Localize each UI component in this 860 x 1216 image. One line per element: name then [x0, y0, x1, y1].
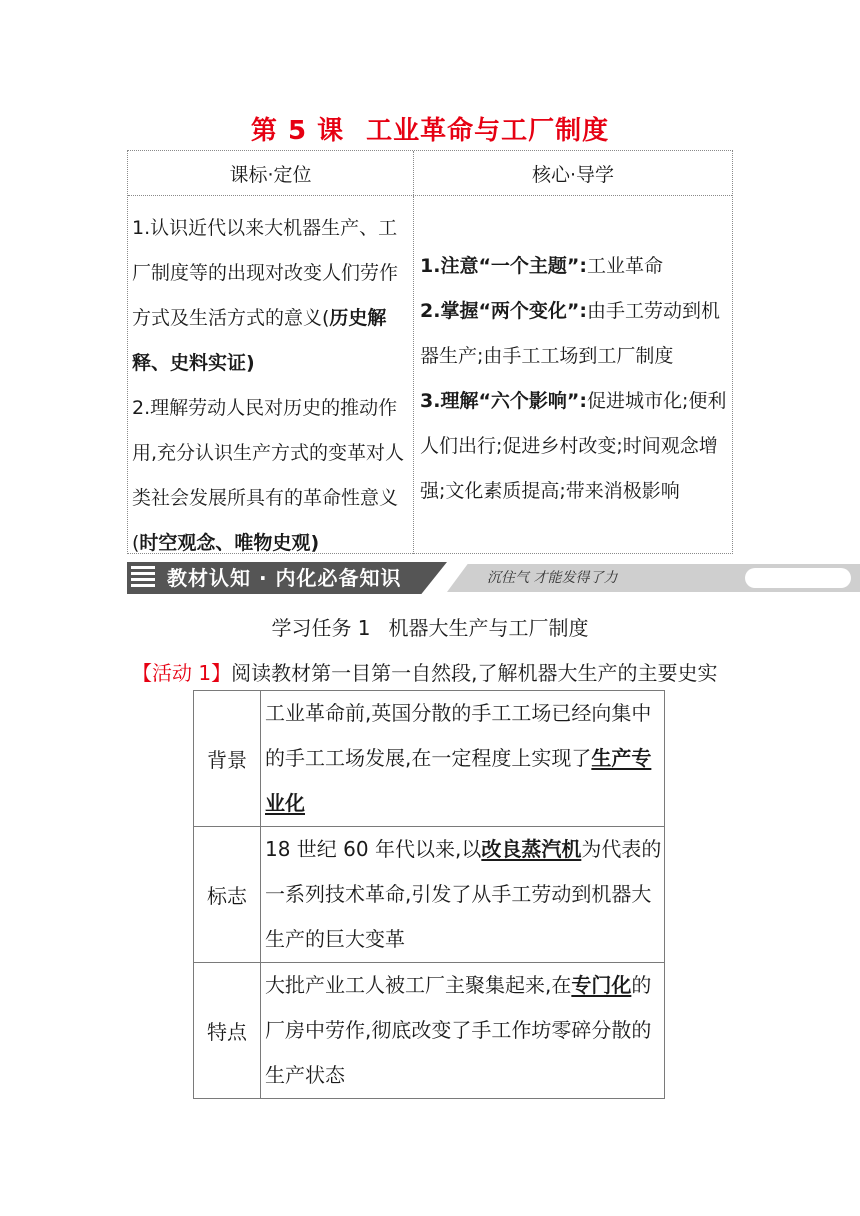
guide-item-1 — [420, 244, 728, 289]
guide-1-text: 工业革命 — [587, 255, 664, 277]
guide-2-text: 由手工劳动到机器生产;由手工工场到工厂制度 — [420, 300, 721, 367]
standard-1-literacy: 历史解释、史料实证 — [132, 307, 387, 374]
guide-2-heading: 2.掌握“两个变化”: — [420, 300, 588, 322]
value-text-end: 为代表的一系列技术革命,引发了从手工劳动到机器大生产的巨大变革 — [265, 837, 662, 951]
activity-tag: 【活动 1】 — [132, 661, 232, 685]
guide-3-text: 促进城市化;便利人们出行;促进乡村改变;时间观念增强;文化素质提高;带来消极影响 — [420, 390, 727, 502]
table-row — [194, 963, 665, 1099]
row-value — [261, 963, 665, 1099]
guide-item-2 — [420, 289, 728, 379]
activity-table — [193, 690, 665, 1099]
banner-label: 教材认知 · 内化必备知识 — [167, 566, 402, 590]
guide-item-3 — [420, 379, 728, 514]
core-guide-column — [414, 196, 732, 554]
task-name: 学习任务 1 — [271, 616, 371, 640]
row-value — [261, 827, 665, 963]
value-text-end: 的厂房中劳作,彻底改变了手工作坊零碎分散的生产状态 — [265, 973, 652, 1087]
standard-item-2 — [132, 386, 409, 566]
standard-2-close: ) — [310, 532, 320, 554]
banner-stripes-icon — [131, 566, 155, 590]
guide-3-heading: 3.理解“六个影响”: — [420, 390, 588, 412]
row-value — [261, 691, 665, 827]
standard-2-literacy: 时空观念、唯物史观 — [139, 532, 311, 554]
section-banner — [127, 562, 860, 594]
guide-1-heading: 1.注意“一个主题”: — [420, 255, 588, 277]
task-topic: 机器大生产与工厂制度 — [388, 616, 589, 640]
standard-item-1 — [132, 206, 409, 386]
table-row — [194, 691, 665, 827]
header-standards-positioning: 课标·定位 — [128, 151, 414, 195]
value-keyword: 改良蒸汽机 — [481, 837, 582, 861]
curriculum-standards-table — [127, 150, 733, 554]
page-title — [0, 110, 860, 147]
banner-pill-decoration — [745, 568, 851, 588]
standards-column — [128, 196, 414, 554]
lesson-number: 第 5 课 — [250, 116, 345, 146]
row-key: 特点 — [194, 963, 261, 1099]
lesson-name: 工业革命与工厂制度 — [366, 116, 610, 146]
value-keyword: 专门化 — [571, 973, 632, 997]
table-row — [194, 827, 665, 963]
standard-2-text: 2.理解劳动人民对历史的推动作用,充分认识生产方式的变革对人类社会发展所具有的革命性意义( — [132, 397, 405, 554]
standard-1-close: ) — [246, 352, 255, 374]
banner-motto: 沉住气 才能发得了力 — [487, 570, 618, 586]
value-text: 大批产业工人被工厂主聚集起来,在 — [265, 973, 572, 997]
standards-table-header — [128, 151, 732, 196]
activity-prompt — [132, 657, 717, 686]
learning-task-heading — [0, 612, 860, 641]
row-key: 标志 — [194, 827, 261, 963]
value-text: 工业革命前,英国分散的手工工场已经向集中的手工工场发展,在一定程度上实现了 — [265, 701, 652, 770]
header-core-guide: 核心·导学 — [531, 163, 615, 186]
standard-1-text: 1.认识近代以来大机器生产、工厂制度等的出现对改变人们劳作方式及生活方式的意义( — [132, 217, 399, 329]
row-key: 背景 — [194, 691, 261, 827]
value-keyword: 生产专业化 — [265, 746, 652, 815]
activity-text: 阅读教材第一目第一自然段,了解机器大生产的主要史实 — [231, 661, 718, 685]
standards-table-body — [128, 196, 732, 554]
value-text: 18 世纪 60 年代以来,以 — [265, 837, 482, 861]
